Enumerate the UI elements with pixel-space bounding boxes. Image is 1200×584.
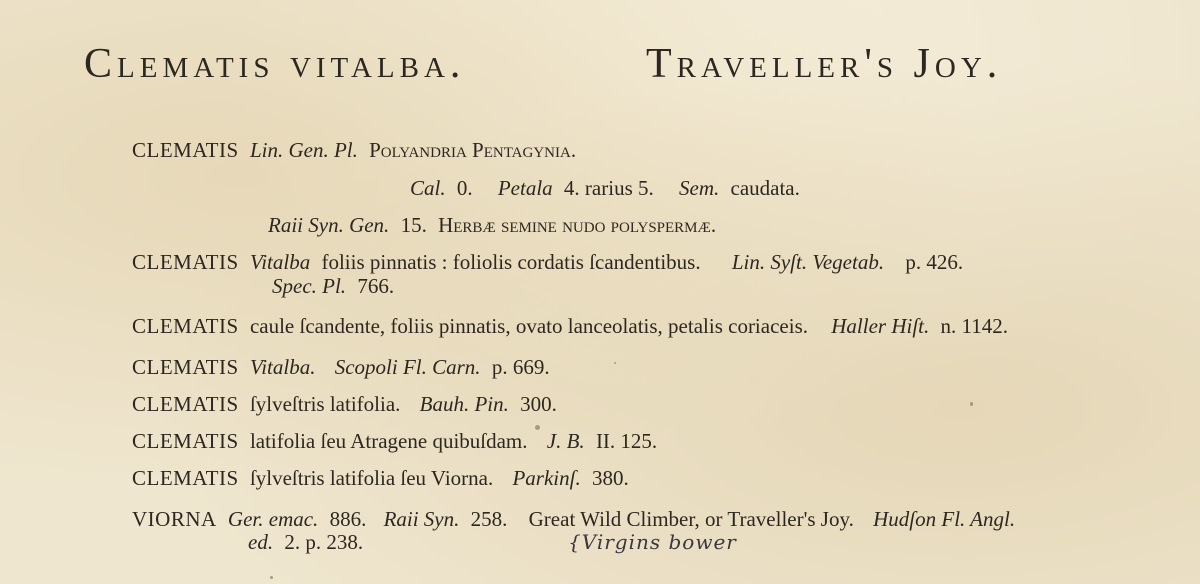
description: caule ſcandente, foliis pinnatis, ovato lanceolatis, petalis coriaceis. — [249, 314, 808, 338]
page-ref: 2. p. 238. — [284, 530, 364, 554]
species-name: Vitalba. — [249, 355, 316, 379]
common-name: Great Wild Climber, or Traveller's Joy. — [528, 507, 854, 531]
term: Cal. — [410, 176, 446, 200]
citation-line-4 — [132, 250, 1152, 275]
reference: Lin. Gen. Pl. — [249, 138, 358, 162]
page-ref: p. 669. — [491, 355, 550, 379]
title-english: Traveller's Joy. — [646, 41, 1003, 87]
classification: Polyandria Pentagynia. — [369, 138, 577, 162]
reference: ed. — [248, 530, 274, 554]
term: Sem. — [679, 176, 720, 200]
description: foliis pinnatis : foliolis cordatis ſcandentibus. — [321, 250, 701, 274]
page-ref: 886. — [329, 507, 367, 531]
citation-line-5 — [132, 314, 1014, 339]
classification: Herbæ semine nudo polyspermæ. — [438, 213, 717, 237]
reference: Haller Hiſt. — [831, 314, 930, 338]
term: Petala — [497, 176, 553, 200]
description: ſylveſtris latifolia ſeu Viorna. — [249, 466, 494, 490]
reference: Scopoli Fl. Carn. — [334, 355, 481, 379]
reference: Raii Syn. — [383, 507, 460, 531]
genus-name: CLEMATIS — [132, 314, 239, 338]
reference: Parkinſ. — [512, 466, 581, 490]
page-ref: 380. — [591, 466, 629, 490]
citation-line-9 — [132, 466, 635, 491]
citation-line-6 — [132, 355, 556, 380]
species-name: Vitalba — [249, 250, 311, 274]
paper-speck — [270, 576, 273, 579]
handwritten-note: {Virgins bower — [568, 530, 737, 554]
genus-name: CLEMATIS — [132, 466, 239, 490]
reference: J. B. — [546, 429, 585, 453]
genus-name: VIORNA — [132, 507, 217, 531]
citation-line-10 — [132, 507, 1021, 532]
paper-speck — [535, 425, 540, 430]
page-ref: 300. — [520, 392, 557, 416]
genus-name: CLEMATIS — [132, 138, 239, 162]
genus-name: CLEMATIS — [132, 429, 239, 453]
value: 4. rarius 5. — [563, 176, 654, 200]
reference: Hudſon Fl. Angl. — [873, 507, 1016, 531]
genus-name: CLEMATIS — [132, 250, 239, 274]
citation-line-2 — [410, 176, 806, 201]
reference: Raii Syn. Gen. — [268, 213, 390, 237]
description: latifolia ſeu Atragene quibuſdam. — [249, 429, 528, 453]
title-latin: Clematis vitalba. — [84, 41, 466, 87]
page-ref: 766. — [357, 274, 395, 298]
page-ref: n. 1142. — [940, 314, 1008, 338]
value: 0. — [456, 176, 473, 200]
genus-name: CLEMATIS — [132, 355, 239, 379]
citation-line-1 — [132, 138, 582, 163]
page-ref: II. 125. — [595, 429, 658, 453]
citation-line-7 — [132, 392, 563, 417]
page-ref: 258. — [470, 507, 508, 531]
page-ref: p. 426. — [905, 250, 964, 274]
citation-line-4-cont — [272, 274, 400, 299]
citation-line-8 — [132, 429, 663, 454]
reference: Lin. Syſt. Vegetab. — [731, 250, 885, 274]
genus-name: CLEMATIS — [132, 392, 239, 416]
value: caudata. — [730, 176, 800, 200]
paper-speck — [970, 402, 973, 406]
citation-line-3 — [268, 213, 722, 238]
citation-line-10-cont — [248, 530, 369, 555]
value: 15. — [400, 213, 427, 237]
paper-speck — [614, 362, 616, 364]
reference: Ger. emac. — [227, 507, 319, 531]
description: ſylveſtris latifolia. — [249, 392, 401, 416]
reference: Spec. Pl. — [272, 274, 347, 298]
reference: Bauh. Pin. — [419, 392, 509, 416]
